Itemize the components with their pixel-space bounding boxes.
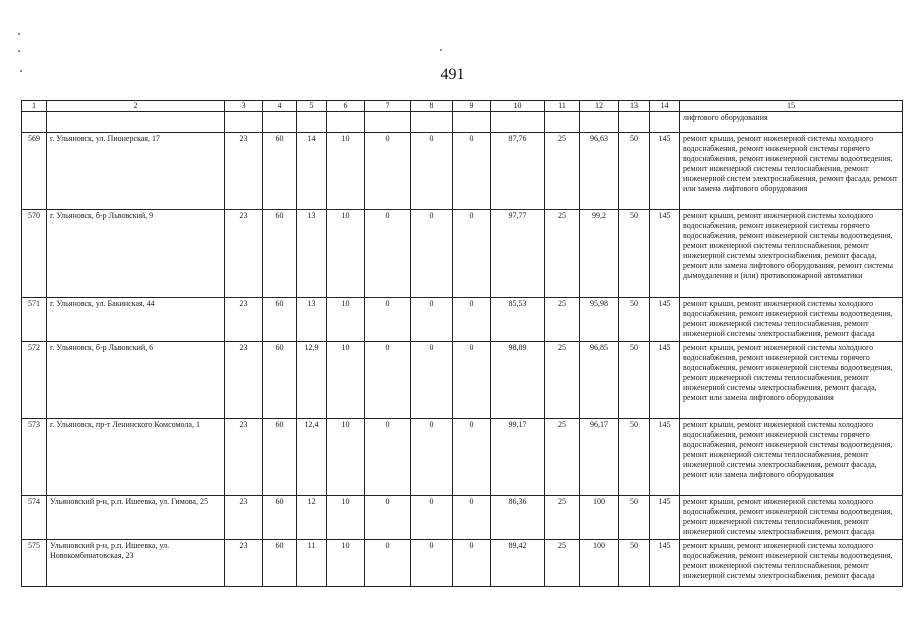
address-cell: г. Ульяновск, ул. Бакинская, 44 [47, 298, 225, 342]
scan-speck [18, 33, 20, 35]
value-cell: 12 [297, 496, 327, 540]
value-cell: 85,53 [491, 298, 545, 342]
value-cell: 25 [545, 133, 580, 210]
value-cell: 0 [453, 540, 491, 587]
value-cell: 95,98 [580, 298, 619, 342]
value-cell: 0 [365, 298, 411, 342]
value-cell: 25 [545, 540, 580, 587]
row-number: 570 [22, 210, 47, 298]
value-cell: 60 [263, 342, 297, 419]
value-cell: 145 [650, 298, 680, 342]
row-number: 572 [22, 342, 47, 419]
address-cell: г. Ульяновск, ул. Пионерская, 17 [47, 133, 225, 210]
value-cell: 50 [619, 133, 650, 210]
value-cell: 0 [453, 419, 491, 496]
value-cell: 13 [297, 210, 327, 298]
table-row [22, 540, 903, 587]
value-cell: 50 [619, 419, 650, 496]
value-cell: 89,42 [491, 540, 545, 587]
address-cell: г. Ульяновск, б-р Львовский, 9 [47, 210, 225, 298]
value-cell: 0 [365, 540, 411, 587]
works-cell: ремонт крыши, ремонт инженерной системы холодного водоснабжения, ремонт инженерной системы горячего водоснабжения, ремонт инженерной системы водоотведения, ремонт инженерной системы теплоснабжения, ремонт инженерной системы электроснабжения, ремонт фасада, ремонт или замена лифтового оборудования [680, 342, 903, 419]
column-header: 5 [297, 101, 327, 112]
value-cell: 50 [619, 342, 650, 419]
value-cell: 100 [580, 540, 619, 587]
value-cell: 0 [411, 133, 453, 210]
value-cell: 0 [411, 298, 453, 342]
value-cell: 12,4 [297, 419, 327, 496]
value-cell: 0 [453, 133, 491, 210]
column-header: 3 [225, 101, 263, 112]
value-cell: 23 [225, 496, 263, 540]
value-cell: 0 [365, 342, 411, 419]
table-row [22, 496, 903, 540]
value-cell: 60 [263, 210, 297, 298]
table-row [22, 419, 903, 496]
value-cell: 86,36 [491, 496, 545, 540]
table-row [22, 342, 903, 419]
works-cell: ремонт крыши, ремонт инженерной системы холодного водоснабжения, ремонт инженерной системы горячего водоснабжения, ремонт инженерной системы водоотведения, ремонт инженерной системы теплоснабжения, ремонт инженерной системы электроснабжения, ремонт фасада, ремонт или замена лифтового оборудования, ремонт системы дымоудаления и (или) противопожарной автоматики [680, 210, 903, 298]
column-header: 7 [365, 101, 411, 112]
scan-speck [440, 49, 442, 51]
value-cell: 99,17 [491, 419, 545, 496]
value-cell: 87,76 [491, 133, 545, 210]
address-cell: Ульяновский р-н, р.п. Ишеевка, ул. Гимова, 25 [47, 496, 225, 540]
value-cell: 10 [327, 342, 365, 419]
row-number: 574 [22, 496, 47, 540]
value-cell: 10 [327, 210, 365, 298]
value-cell: 60 [263, 496, 297, 540]
value-cell: 60 [263, 133, 297, 210]
value-cell: 0 [411, 210, 453, 298]
value-cell: 0 [365, 496, 411, 540]
works-cell: ремонт крыши, ремонт инженерной системы холодного водоснабжения, ремонт инженерной системы горячего водоснабжения, ремонт инженерной системы водоотведения, ремонт инженерной системы теплоснабжения, ремонт инженерной систем электроснабжения, ремонт фасада, ремонт или замена лифтового оборудования [680, 133, 903, 210]
column-header: 12 [580, 101, 619, 112]
value-cell: 13 [297, 298, 327, 342]
value-cell: 10 [327, 298, 365, 342]
works-cell: ремонт крыши, ремонт инженерной системы холодного водоснабжения, ремонт инженерной системы водоотведения, ремонт инженерной системы теплоснабжения, ремонт инженерной системы электроснабжения, ремонт фасада [680, 540, 903, 587]
page-number: 491 [440, 66, 465, 83]
value-cell: 0 [411, 419, 453, 496]
value-cell: 0 [453, 496, 491, 540]
value-cell: 99,2 [580, 210, 619, 298]
address-cell: Ульяновский р-н, р.п. Ишеевка, ул. Новокомбинатовская, 23 [47, 540, 225, 587]
column-header: 10 [491, 101, 545, 112]
value-cell: 25 [545, 210, 580, 298]
value-cell: 145 [650, 419, 680, 496]
value-cell: 98,89 [491, 342, 545, 419]
value-cell: 11 [297, 540, 327, 587]
value-cell: 100 [580, 496, 619, 540]
value-cell: 25 [545, 419, 580, 496]
table-row [22, 298, 903, 342]
value-cell: 10 [327, 419, 365, 496]
value-cell: 50 [619, 210, 650, 298]
value-cell: 23 [225, 540, 263, 587]
column-header: 11 [545, 101, 580, 112]
column-header: 9 [453, 101, 491, 112]
value-cell: 96,85 [580, 342, 619, 419]
value-cell: 60 [263, 540, 297, 587]
value-cell: 0 [365, 210, 411, 298]
value-cell: 145 [650, 133, 680, 210]
value-cell: 0 [411, 540, 453, 587]
value-cell: 10 [327, 133, 365, 210]
value-cell: 14 [297, 133, 327, 210]
value-cell: 25 [545, 342, 580, 419]
value-cell: 10 [327, 540, 365, 587]
value-cell: 145 [650, 540, 680, 587]
table-row-continuation [22, 112, 903, 133]
value-cell: 96,63 [580, 133, 619, 210]
column-header: 2 [47, 101, 225, 112]
value-cell: 23 [225, 210, 263, 298]
value-cell: 23 [225, 419, 263, 496]
value-cell: 23 [225, 342, 263, 419]
value-cell: 97,77 [491, 210, 545, 298]
row-number: 569 [22, 133, 47, 210]
value-cell: 10 [327, 496, 365, 540]
works-cell: ремонт крыши, ремонт инженерной системы холодного водоснабжения, ремонт инженерной системы водоотведения, ремонт инженерной системы теплоснабжения, ремонт инженерной системы электроснабжения, ремонт фасада [680, 298, 903, 342]
value-cell: 23 [225, 133, 263, 210]
column-header: 8 [411, 101, 453, 112]
value-cell: 60 [263, 298, 297, 342]
column-header: 15 [680, 101, 903, 112]
value-cell: 145 [650, 342, 680, 419]
works-cell: ремонт крыши, ремонт инженерной системы холодного водоснабжения, ремонт инженерной системы водоотведения, ремонт инженерной системы теплоснабжения, ремонт инженерной системы электроснабжения, ремонт фасада [680, 496, 903, 540]
column-header: 4 [263, 101, 297, 112]
value-cell: 23 [225, 298, 263, 342]
value-cell: 0 [453, 298, 491, 342]
column-header: 1 [22, 101, 47, 112]
value-cell: 0 [411, 496, 453, 540]
works-cell: ремонт крыши, ремонт инженерной системы холодного водоснабжения, ремонт инженерной системы горячего водоснабжения, ремонт инженерной системы водоотведения, ремонт инженерной системы теплоснабжения, ремонт инженерной системы электроснабжения, ремонт фасада, ремонт или замена лифтового оборудования [680, 419, 903, 496]
value-cell: 0 [365, 133, 411, 210]
value-cell: 50 [619, 496, 650, 540]
row-number: 573 [22, 419, 47, 496]
value-cell: 0 [453, 210, 491, 298]
value-cell: 0 [365, 419, 411, 496]
value-cell: 145 [650, 210, 680, 298]
address-cell: г. Ульяновск, пр-т Ленинского Комсомола, 1 [47, 419, 225, 496]
value-cell: 25 [545, 496, 580, 540]
column-number-header-row [22, 101, 903, 112]
table-row [22, 210, 903, 298]
value-cell: 96,17 [580, 419, 619, 496]
value-cell: 60 [263, 419, 297, 496]
row-number: 571 [22, 298, 47, 342]
table-row [22, 133, 903, 210]
column-header: 6 [327, 101, 365, 112]
value-cell: 0 [453, 342, 491, 419]
repair-registry-table [21, 100, 903, 587]
column-header: 14 [650, 101, 680, 112]
value-cell: 0 [411, 342, 453, 419]
value-cell: 145 [650, 496, 680, 540]
continuation-works-cell: лифтового оборудования [680, 112, 903, 133]
value-cell: 50 [619, 540, 650, 587]
column-header: 13 [619, 101, 650, 112]
address-cell: г. Ульяновск, б-р Львовский, 6 [47, 342, 225, 419]
value-cell: 25 [545, 298, 580, 342]
scan-speck [18, 50, 20, 52]
row-number: 575 [22, 540, 47, 587]
value-cell: 12,9 [297, 342, 327, 419]
value-cell: 50 [619, 298, 650, 342]
